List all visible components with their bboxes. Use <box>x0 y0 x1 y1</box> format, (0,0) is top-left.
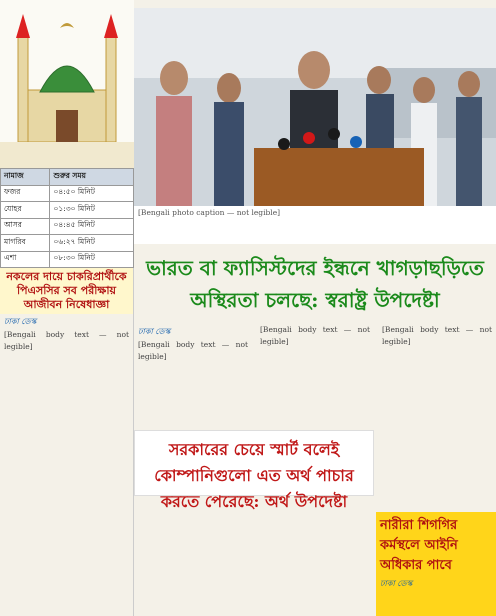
third-news-box <box>376 512 496 616</box>
left-news-article <box>0 268 134 616</box>
prayer-name: ফজর <box>1 185 50 202</box>
main-article-body-2: [Bengali body text — not legible] <box>260 325 370 346</box>
prayer-table-header <box>1 169 134 186</box>
main-article-body-3: [Bengali body text — not legible] <box>382 325 492 346</box>
left-article-body: [Bengali body text — not legible] <box>4 330 129 351</box>
news-photo <box>134 8 496 206</box>
prayer-time: ০১:৩০ মিনিট <box>50 202 134 219</box>
main-article-desk: ঢাকা ডেস্ক <box>138 327 171 336</box>
left-article-desk: ঢাকা ডেস্ক <box>4 317 37 326</box>
prayer-time: ০৬:২৭ মিনিট <box>50 235 134 252</box>
prayer-row <box>1 185 134 202</box>
main-article-body-1: [Bengali body text — not legible] <box>138 340 248 361</box>
prayer-name: আসর <box>1 218 50 235</box>
photo-caption: [Bengali photo caption — not legible] <box>134 206 496 244</box>
third-article-desk: ঢাকা ডেস্ক <box>380 579 413 588</box>
main-headline[interactable]: ভারত বা ফ্যাসিস্টদের ইন্ধনে খাগড়াছড়িতে অস্থিরতা চলছে: স্বরাষ্ট্র উপদেষ্টা <box>146 256 484 312</box>
prayer-name: যোহর <box>1 202 50 219</box>
prayer-time: ০৮:৩০ মিনিট <box>50 251 134 268</box>
mosque-icon <box>0 0 134 168</box>
prayer-row <box>1 251 134 268</box>
prayer-header-name: নামাজ <box>1 169 50 186</box>
second-headline[interactable]: সরকারের চেয়ে স্মার্ট বলেই কোম্পানিগুলো এত অর্থ পাচার করতে পেরেছে: অর্থ উপদেষ্টা <box>134 430 374 496</box>
prayer-name: মাগরিব <box>1 235 50 252</box>
prayer-time: ০৪:৫০ মিনিট <box>50 185 134 202</box>
prayer-row <box>1 202 134 219</box>
prayer-header-time: শুরুর সময় <box>50 169 134 186</box>
prayer-row <box>1 218 134 235</box>
prayer-time-table <box>0 168 134 268</box>
press-conference-photo <box>134 8 496 206</box>
third-headline[interactable]: নারীরা শিগগির কর্মস্থলে আইনি অধিকার পাবে <box>380 518 458 573</box>
prayer-row <box>1 235 134 252</box>
left-article-headline[interactable]: নকলের দায়ে চাকরিপ্রার্থীকে পিএসসির সব পরীক্ষায় আজীবন নিষেধাজ্ঞা <box>0 268 133 314</box>
mosque-emblem <box>0 0 134 168</box>
prayer-time: ০৪:৪৫ মিনিট <box>50 218 134 235</box>
prayer-name: এশা <box>1 251 50 268</box>
left-column <box>0 0 134 616</box>
